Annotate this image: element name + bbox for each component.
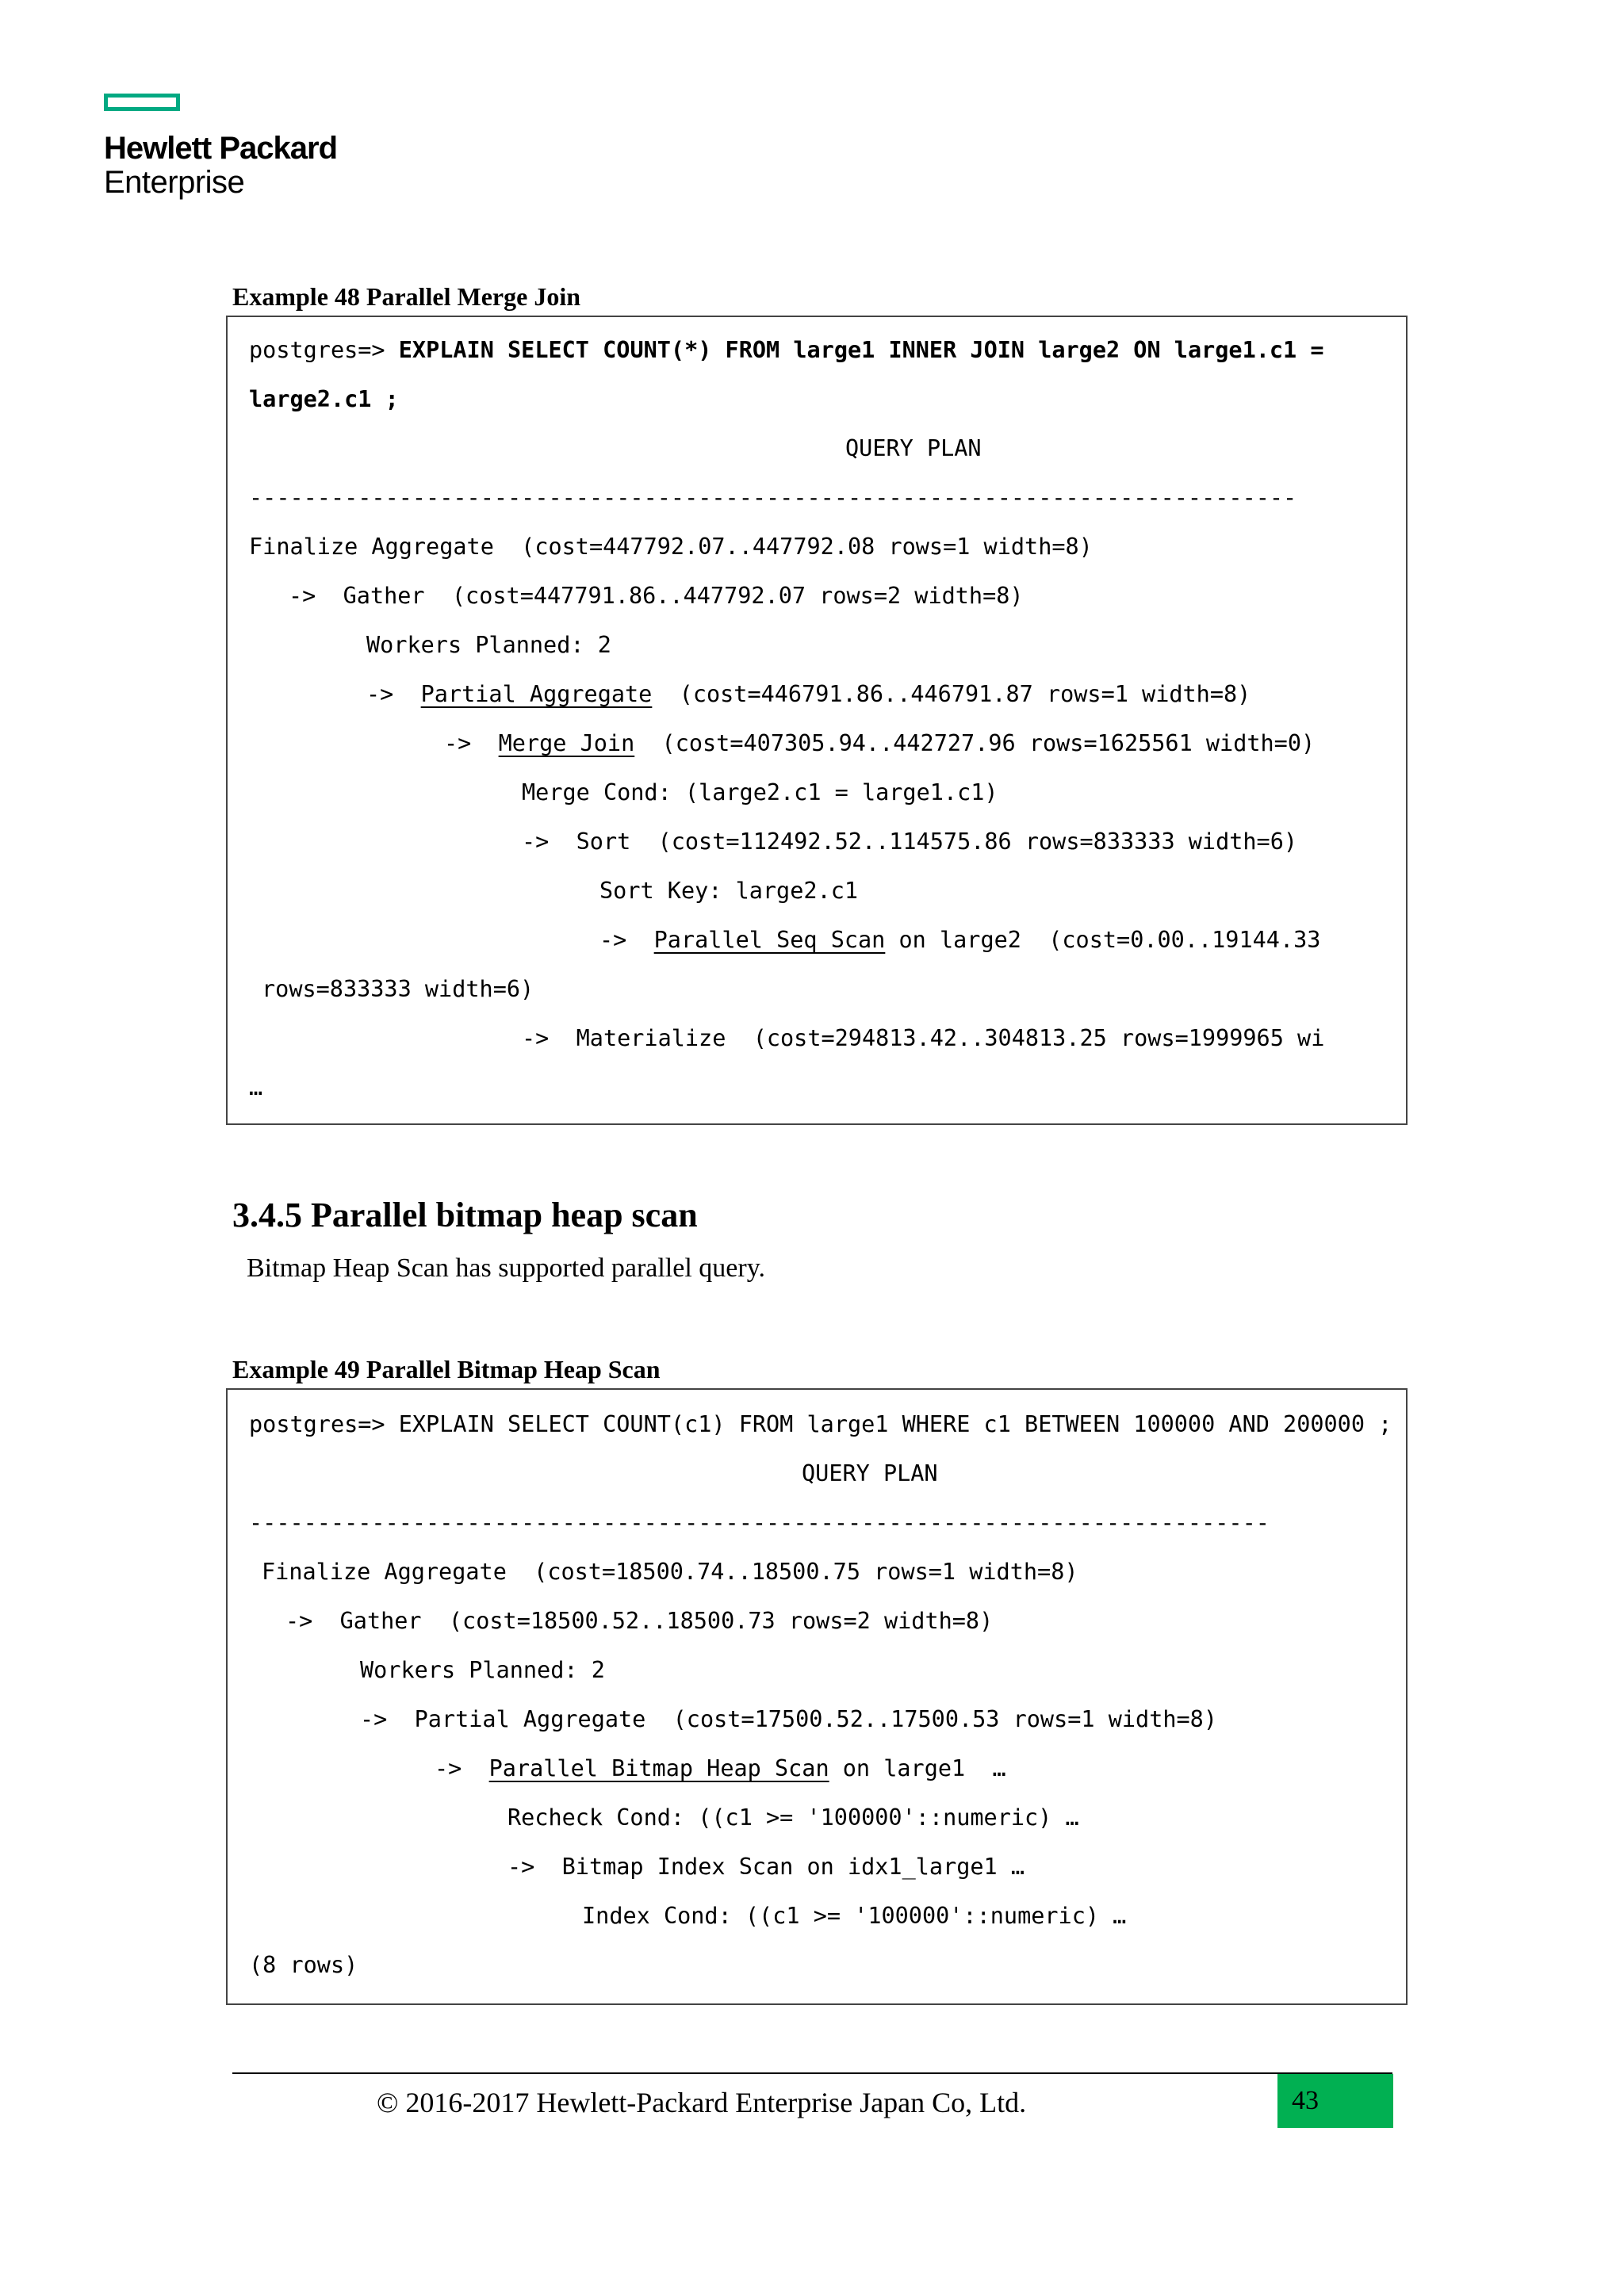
example-48-code-block xyxy=(226,316,1408,1125)
code-arrow: -> xyxy=(599,927,654,953)
code-line xyxy=(366,679,1251,710)
plan-node-merge-join: Merge Join xyxy=(498,730,635,756)
code-command: large2.c1 ; xyxy=(249,386,399,412)
code-line: Workers Planned: 2 xyxy=(366,632,611,658)
query-plan-header: QUERY PLAN xyxy=(802,1460,938,1487)
code-command: EXPLAIN SELECT COUNT(*) FROM large1 INNER JOIN large2 ON large1.c1 = xyxy=(398,337,1324,363)
footer-divider xyxy=(232,2072,1392,2074)
example-49-caption: Example 49 Parallel Bitmap Heap Scan xyxy=(232,1355,661,1383)
code-line xyxy=(444,728,1315,760)
page-number-badge xyxy=(1277,2074,1393,2128)
plan-node-parallel-seq-scan: Parallel Seq Scan xyxy=(653,927,886,953)
code-line: (8 rows) xyxy=(249,1952,358,1978)
code-line: Merge Cond: (large2.c1 = large1.c1) xyxy=(522,779,998,806)
logo-text-line1: Hewlett Packard xyxy=(104,131,338,166)
code-line: Finalize Aggregate (cost=447792.07..447792.08 rows=1 width=8) xyxy=(249,534,1093,560)
code-prompt: postgres=> xyxy=(249,337,399,363)
code-line: Sort Key: large2.c1 xyxy=(599,878,859,904)
code-line xyxy=(599,924,1320,956)
code-arrow: -> xyxy=(366,681,421,707)
code-line: -> Sort (cost=112492.52..114575.86 rows=833333 width=6) xyxy=(522,828,1298,855)
footer-copyright: © 2016-2017 Hewlett-Packard Enterprise Japan Co, Ltd. xyxy=(377,2087,1027,2118)
code-ellipsis: … xyxy=(249,1074,263,1100)
separator-line: ----------------------------------------------------------------------------- xyxy=(249,484,1297,511)
code-line: Workers Planned: 2 xyxy=(360,1657,605,1683)
code-line: Index Cond: ((c1 >= '100000'::numeric) … xyxy=(582,1903,1127,1929)
code-line: postgres=> EXPLAIN SELECT COUNT(c1) FROM large1 WHERE c1 BETWEEN 100000 AND 200000 ; xyxy=(249,1411,1392,1437)
code-line xyxy=(249,384,399,415)
logo-text-line2: Enterprise xyxy=(104,165,245,200)
code-line: -> Gather (cost=447791.86..447792.07 rows=2 width=8) xyxy=(289,583,1024,609)
hpe-logo-mark xyxy=(104,94,180,111)
example-48-caption: Example 48 Parallel Merge Join xyxy=(232,282,581,311)
page-number: 43 xyxy=(1292,2086,1319,2115)
code-text: (cost=446791.86..446791.87 rows=1 width=8) xyxy=(652,681,1251,707)
hpe-logo xyxy=(104,94,337,200)
code-line: -> Materialize (cost=294813.42..304813.25 rows=1999965 wi xyxy=(522,1025,1325,1051)
code-line: Recheck Cond: ((c1 >= '100000'::numeric) … xyxy=(508,1804,1079,1831)
example-49-code-block xyxy=(226,1388,1408,2005)
separator-line: --------------------------------------------------------------------------- xyxy=(249,1510,1270,1536)
query-plan-header: QUERY PLAN xyxy=(845,435,982,461)
plan-node-parallel-bitmap-heap-scan: Parallel Bitmap Heap Scan xyxy=(488,1755,829,1781)
code-line xyxy=(249,335,1324,366)
code-text: on large2 (cost=0.00..19144.33 xyxy=(885,927,1321,953)
code-line: -> Gather (cost=18500.52..18500.73 rows=2 width=8) xyxy=(285,1608,994,1634)
code-arrow: -> xyxy=(444,730,499,756)
section-body-text: Bitmap Heap Scan has supported parallel query. xyxy=(247,1253,765,1283)
code-arrow: -> xyxy=(435,1755,489,1781)
code-text: on large1 … xyxy=(829,1755,1006,1781)
code-line: Finalize Aggregate (cost=18500.74..18500.75 rows=1 width=8) xyxy=(262,1559,1078,1585)
code-line: -> Partial Aggregate (cost=17500.52..17500.53 rows=1 width=8) xyxy=(360,1706,1217,1732)
code-text: (cost=407305.94..442727.96 rows=1625561 width=0) xyxy=(634,730,1316,756)
code-line: rows=833333 width=6) xyxy=(262,976,534,1002)
section-heading: 3.4.5 Parallel bitmap heap scan xyxy=(232,1196,698,1234)
plan-node-partial-aggregate: Partial Aggregate xyxy=(420,681,653,707)
code-line xyxy=(435,1753,1006,1785)
code-line: -> Bitmap Index Scan on idx1_large1 … xyxy=(508,1854,1025,1880)
